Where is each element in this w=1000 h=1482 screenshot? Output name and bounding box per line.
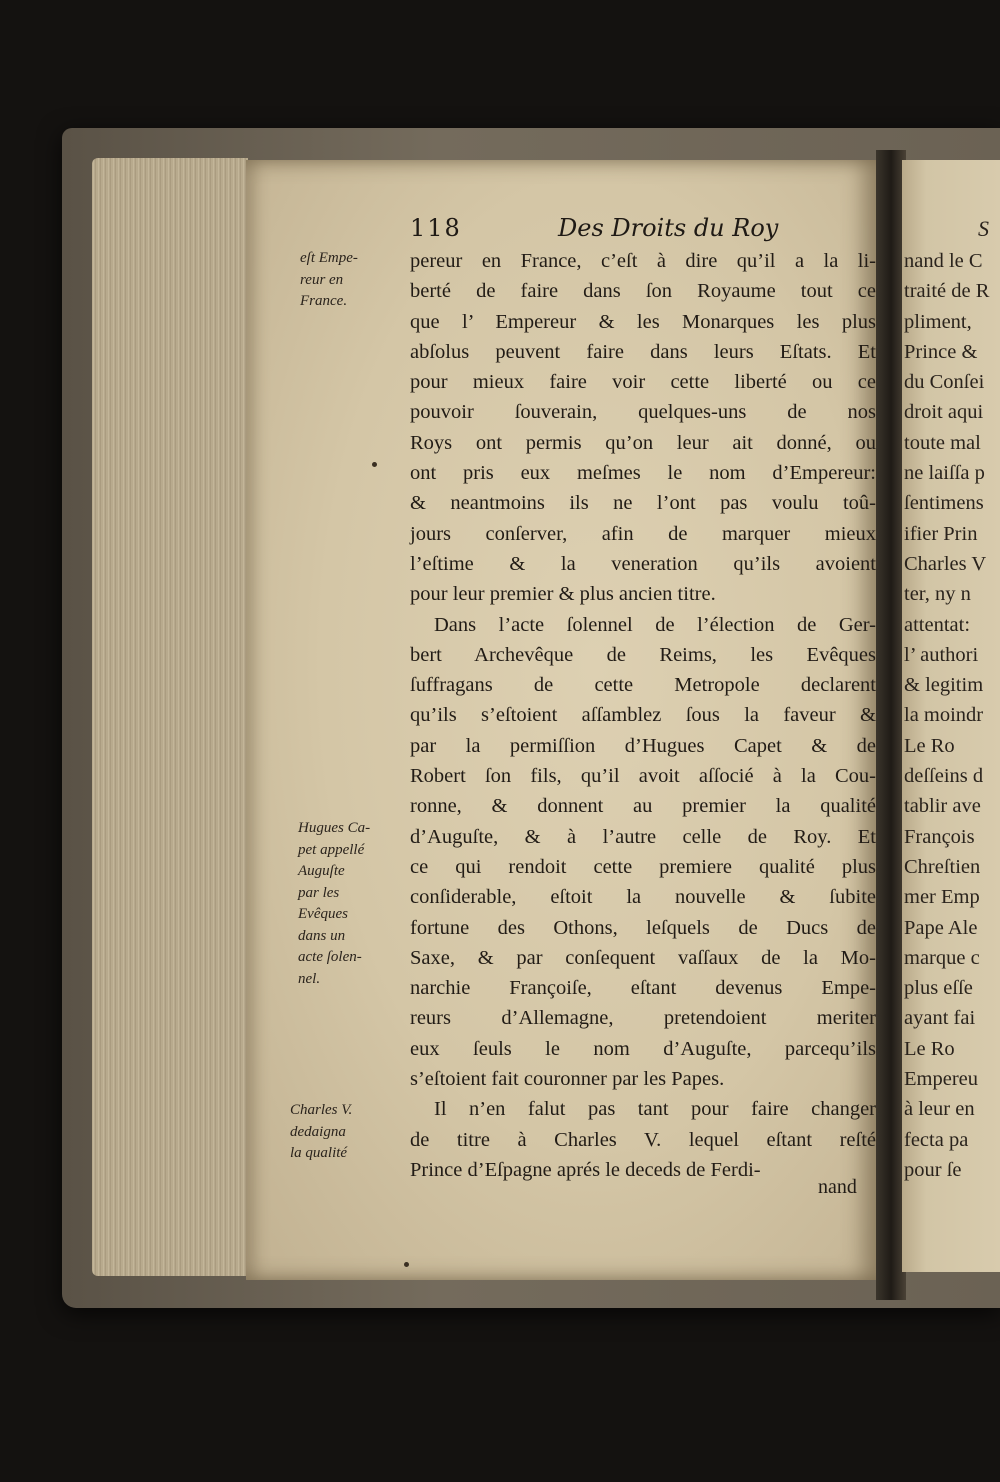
- text-line: & neantmoins ils ne l’ont pas voulu toû-: [410, 492, 876, 515]
- marginal-note-line: Charles V.: [290, 1102, 353, 1118]
- text-line: ce qui rendoit cette premiere qualité plus: [410, 855, 876, 878]
- text-line: ont pris eux meſmes le nom d’Empereur:: [410, 462, 876, 485]
- marginal-note-line: pet appellé: [298, 841, 365, 858]
- right-text-line: droit aqui: [904, 401, 984, 424]
- right-text-line: ſentimens: [904, 492, 984, 515]
- text-line: que l’ Empereur & les Monarques les plus: [410, 310, 876, 333]
- catchword: nand: [818, 1176, 857, 1198]
- marginal-note-line: France.: [300, 293, 348, 309]
- right-page-header: S: [978, 216, 989, 241]
- page-body-text: [410, 246, 876, 1185]
- right-text-line: attentat:: [904, 613, 971, 636]
- marginal-note-line: la qualité: [290, 1145, 348, 1161]
- text-line: ronne, & donnent au premier la qualité: [410, 795, 876, 818]
- right-text-line: deſſeins d: [904, 765, 984, 788]
- right-text-line: Chreſtien: [904, 855, 981, 878]
- right-text-line: François: [904, 825, 975, 848]
- right-text-line: ayant fai: [904, 1007, 976, 1030]
- text-line: conſiderable, eſtoit la nouvelle & ſubite: [410, 886, 876, 909]
- text-line: pour mieux faire voir cette liberté ou ce: [410, 371, 876, 394]
- text-line: Prince d’Eſpagne aprés le deceds de Ferdi-: [410, 1158, 761, 1181]
- text-line: pereur en France, c’eſt à dire qu’il a la li-: [410, 250, 876, 272]
- right-text-line: nand le C: [904, 250, 983, 272]
- text-line: Dans l’acte ſolennel de l’élection de Ger-: [434, 613, 876, 636]
- text-line: de titre à Charles V. lequel eſtant reſté: [410, 1128, 876, 1151]
- marginal-note-line: par les: [298, 884, 340, 901]
- text-line: jours conſerver, afin de marquer mieux: [410, 522, 876, 545]
- text-line: fortune des Othons, leſquels de Ducs de: [410, 916, 876, 939]
- text-line: Il n’en falut pas tant pour faire changer: [434, 1098, 876, 1121]
- right-text-line: Prince &: [904, 340, 978, 363]
- ink-spot: [404, 1262, 409, 1267]
- page-header: [410, 214, 870, 248]
- right-text-line: à leur en: [904, 1098, 975, 1121]
- right-text-line: toute mal: [904, 431, 981, 454]
- right-text-line: plus eſſe: [904, 977, 973, 1000]
- text-line: l’eſtime & la veneration qu’ils avoient: [410, 552, 876, 575]
- right-text-line: tablir ave: [904, 795, 981, 818]
- text-line: qu’ils s’eſtoient aſſamblez ſous la faveur &: [410, 704, 876, 727]
- marginal-note-line: reur en: [300, 271, 344, 288]
- marginal-note-line: Auguſte: [298, 863, 345, 879]
- page-number: 118: [410, 214, 462, 242]
- text-line: eux ſeuls le nom d’Auguſte, parcequ’ils: [410, 1037, 876, 1060]
- right-text-line: Empereu: [904, 1068, 978, 1091]
- text-line: ſuffragans de cette Metropole declarent: [410, 674, 876, 697]
- right-text-line: marque c: [904, 946, 980, 969]
- right-text-line: fecta pa: [904, 1128, 969, 1151]
- right-text-line: pliment,: [904, 310, 972, 333]
- marginal-note-charles-v: [290, 1100, 352, 1165]
- marginal-note-line: dans un: [298, 927, 346, 944]
- marginal-note-line: eſt Empe-: [300, 250, 358, 266]
- text-line: pour leur premier & plus ancien titre.: [410, 583, 716, 606]
- right-text-line: Le Ro: [904, 1037, 955, 1060]
- text-line: s’eſtoient fait couronner par les Papes.: [410, 1068, 725, 1091]
- right-text-line: Charles V: [904, 552, 987, 575]
- text-line: d’Auguſte, & à l’autre celle de Roy. Et: [410, 825, 876, 848]
- text-line: reurs d’Allemagne, pretendoient meriter: [410, 1007, 876, 1030]
- right-text-line: Pape Ale: [904, 916, 978, 939]
- text-line: berté de faire dans ſon Royaume tout ce: [410, 280, 876, 303]
- marginal-note-line: dedaigna: [290, 1123, 346, 1140]
- right-text-line: & legitim: [904, 674, 984, 697]
- text-line: bert Archevêque de Reims, les Evêques: [410, 643, 876, 666]
- right-text-line: ifier Prin: [904, 522, 978, 545]
- right-text-line: mer Emp: [904, 886, 980, 909]
- right-text-line: ne laiſſa p: [904, 462, 985, 485]
- text-line: narchie Françoiſe, eſtant devenus Empe-: [410, 977, 876, 1000]
- ink-spot: [372, 462, 377, 467]
- right-text-line: l’ authori: [904, 643, 979, 666]
- text-line: abſolus peuvent faire dans leurs Eſtats. Et: [410, 340, 876, 363]
- marginal-note-line: Evêques: [298, 906, 348, 922]
- marginal-note-line: acte ſolen-: [298, 949, 362, 965]
- text-line: par la permiſſion d’Hugues Capet & de: [410, 734, 876, 757]
- text-line: pouvoir ſouverain, quelques-uns de nos: [410, 401, 876, 424]
- text-line: Saxe, & par conſequent vaſſaux de la Mo-: [410, 946, 876, 969]
- marginal-note-emperor: [300, 248, 358, 313]
- marginal-note-hugues-capet: [298, 818, 370, 990]
- right-text-line: ter, ny n: [904, 583, 971, 606]
- right-text-line: traité de R: [904, 280, 990, 303]
- page-edges: [92, 158, 248, 1276]
- right-text-line: du Conſei: [904, 371, 985, 394]
- running-title: Des Droits du Roy: [558, 214, 779, 242]
- text-line: Roys ont permis qu’on leur ait donné, ou: [410, 431, 876, 454]
- right-text-line: la moindr: [904, 704, 984, 727]
- text-line: Robert ſon fils, qu’il avoit aſſocié à la Cou-: [410, 765, 876, 788]
- right-text-line: Le Ro: [904, 734, 955, 757]
- right-text-line: pour ſe: [904, 1158, 962, 1181]
- marginal-note-line: nel.: [298, 970, 321, 987]
- marginal-note-line: Hugues Ca-: [298, 820, 371, 836]
- right-page-text: [904, 246, 1000, 1185]
